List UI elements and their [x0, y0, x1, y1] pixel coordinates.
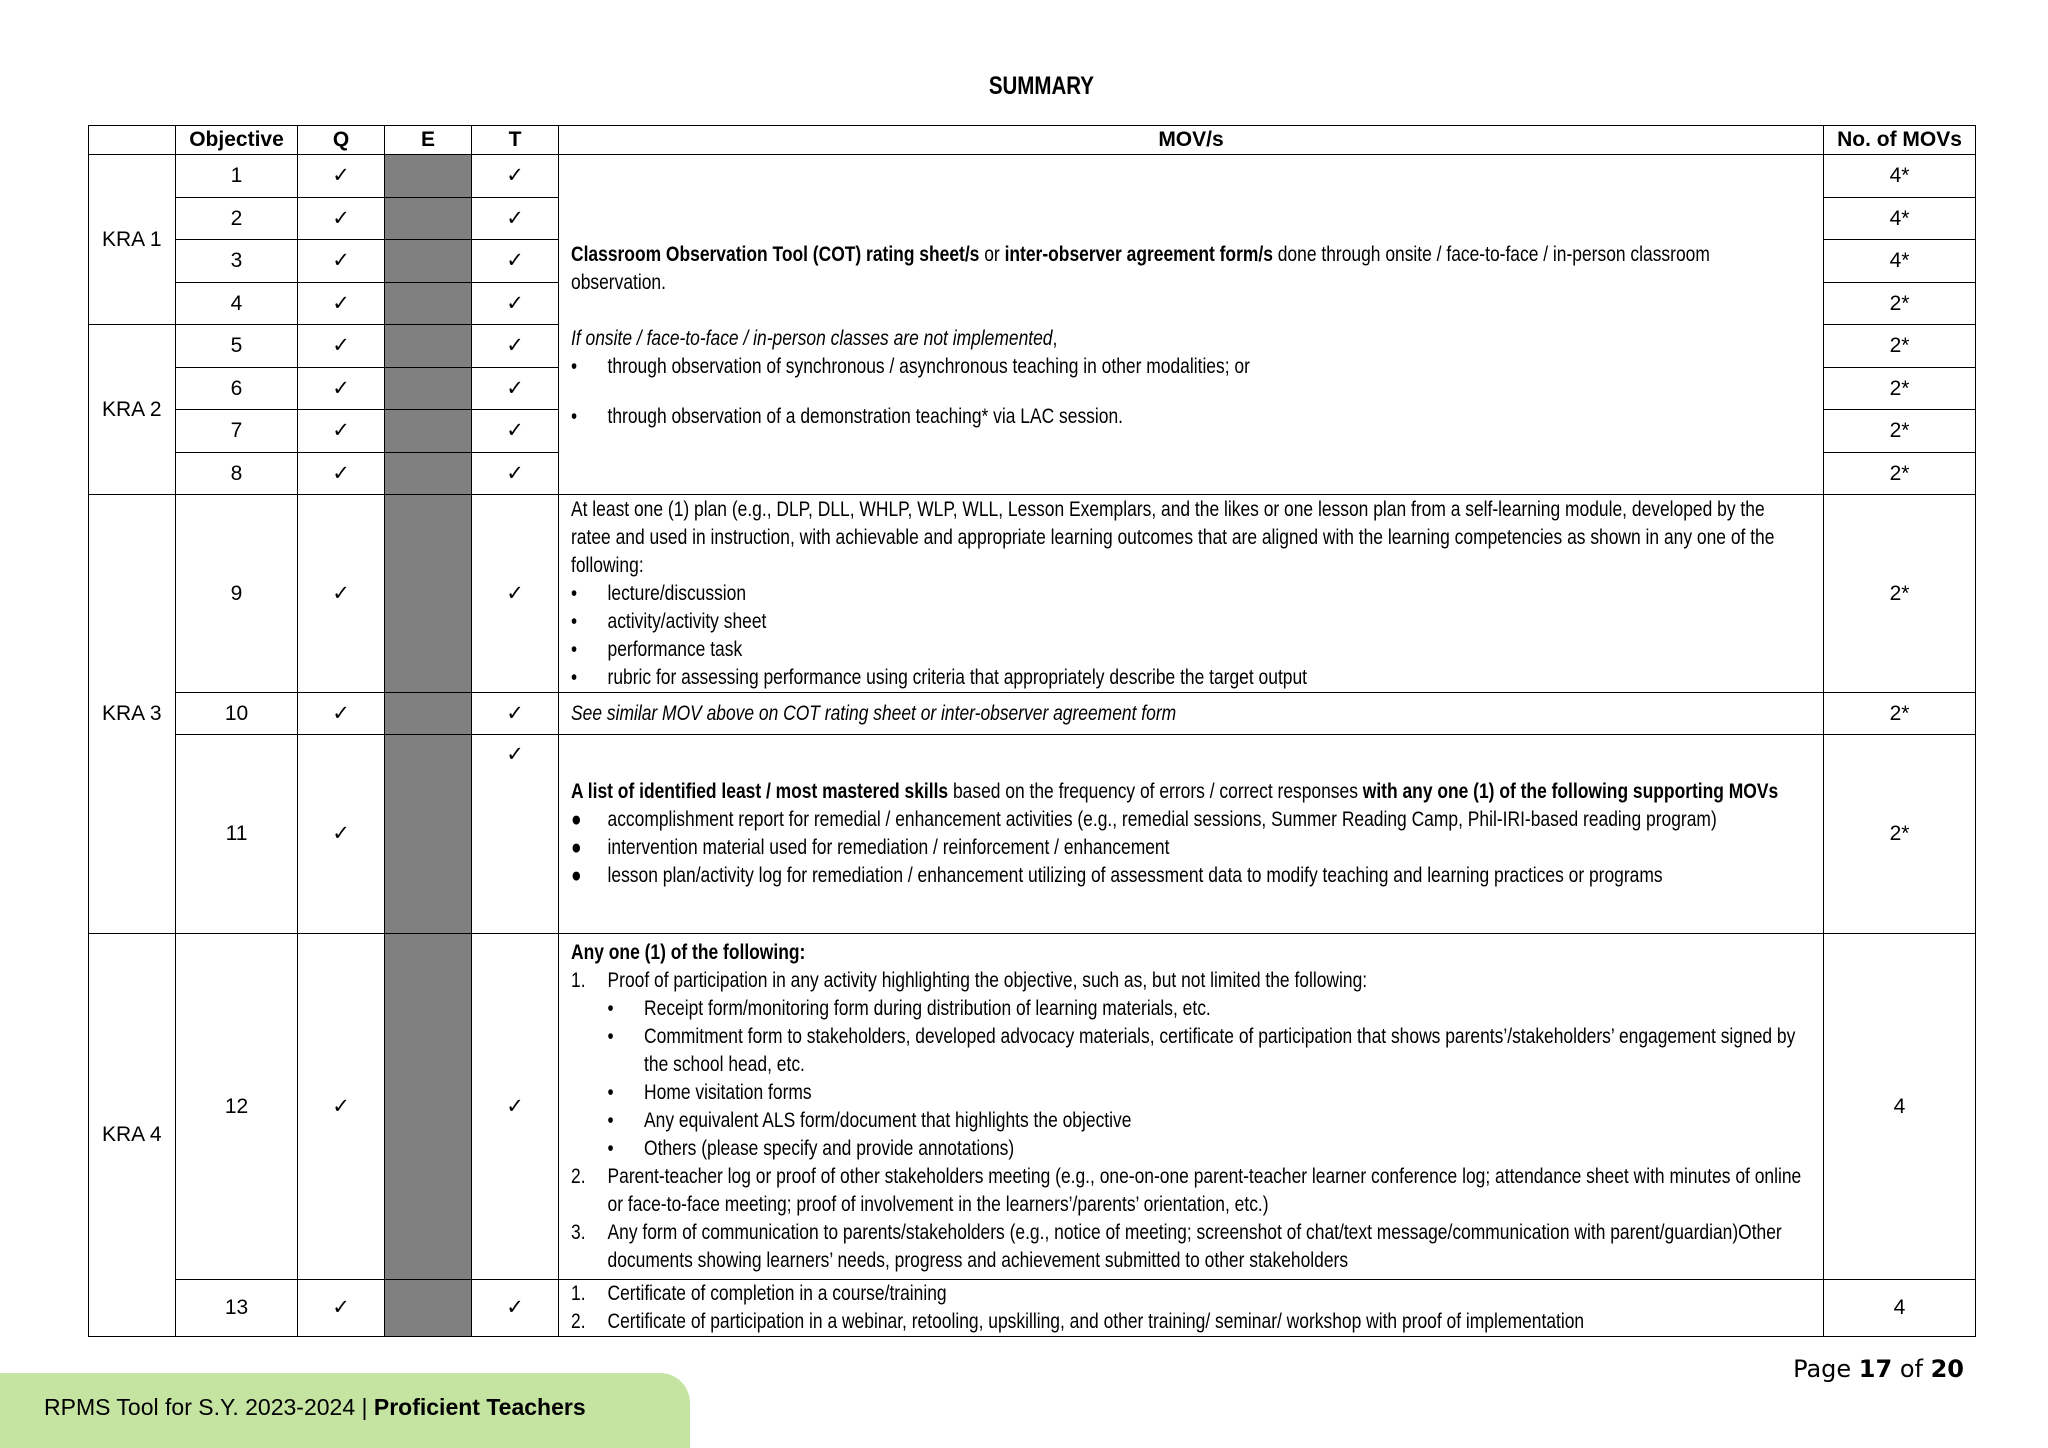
e-shaded-cell [385, 1280, 472, 1337]
list-item: • Any equivalent ALS form/document that highlights the objective [571, 1107, 1806, 1135]
list-item-text: Others (please specify and provide annotations) [644, 1136, 1015, 1160]
t-check-icon: ✓ [472, 693, 559, 735]
objective-number: 8 [176, 453, 298, 495]
t-check-icon: ✓ [472, 155, 559, 198]
table-row [89, 1280, 1976, 1337]
num-movs: 2* [1824, 325, 1976, 368]
list-item: 2. Certificate of participation in a webinar, retooling, upskilling, and other training/ seminar/ workshop with proof of implementation [571, 1308, 1806, 1336]
list-item: • Commitment form to stakeholders, developed advocacy materials, certificate of participation that shows parents’/stakeholders’ engagement signed by the school head, etc. [571, 1023, 1806, 1079]
list-item-text: Commitment form to stakeholders, developed advocacy materials, certificate of participation that shows parents’/stakeholders’ engagement signed by the school head, etc. [644, 1024, 1796, 1076]
t-check-icon: ✓ [472, 934, 559, 1280]
list-item-text: Any form of communication to parents/stakeholders (e.g., notice of meeting; screenshot of chat/text message/communication with parent/guardian)Other documents showing learners’ needs, progress and achievement submitted to other stakeholders [607, 1220, 1782, 1272]
num-movs: 2* [1824, 495, 1976, 693]
list-item-text: intervention material used for remediation / reinforcement / enhancement [607, 836, 1170, 859]
kra-label: KRA 1 [89, 155, 176, 325]
q-check-icon: ✓ [298, 1280, 385, 1337]
header-kra [89, 126, 176, 155]
mov-skills-text: based on the frequency of errors / correct responses [948, 780, 1363, 803]
page-current: 17 [1858, 1355, 1893, 1383]
e-shaded-cell [385, 693, 472, 735]
num-movs: 4* [1824, 240, 1976, 283]
objective-number: 4 [176, 283, 298, 325]
e-shaded-cell [385, 325, 472, 368]
e-shaded-cell [385, 283, 472, 325]
objective-number: 3 [176, 240, 298, 283]
num-movs: 2* [1824, 283, 1976, 325]
mov-cot-bold-2: inter-observer agreement form/s [1004, 242, 1273, 266]
mov-certificate-cell [559, 1280, 1824, 1337]
kra-label: KRA 2 [89, 325, 176, 495]
num-movs: 4* [1824, 198, 1976, 240]
page-label: Page [1793, 1355, 1859, 1383]
list-item: • rubric for assessing performance using criteria that appropriately describe the target output [571, 664, 1806, 692]
t-check-icon: ✓ [472, 735, 559, 934]
table-row [89, 495, 1976, 693]
mov-similar-cell [559, 693, 1824, 735]
list-item-text: Proof of participation in any activity highlighting the objective, such as, but not limited the following: [607, 968, 1368, 992]
q-check-icon: ✓ [298, 410, 385, 453]
list-item: ● intervention material used for remediation / reinforcement / enhancement [571, 834, 1806, 862]
list-item-text: performance task [607, 637, 743, 661]
e-shaded-cell [385, 155, 472, 198]
q-check-icon: ✓ [298, 934, 385, 1280]
kra-label: KRA 4 [89, 934, 176, 1337]
t-check-icon: ✓ [472, 453, 559, 495]
objective-number: 11 [176, 735, 298, 934]
list-item-text: through observation of synchronous / asynchronous teaching in other modalities; or [607, 354, 1250, 378]
e-shaded-cell [385, 735, 472, 934]
table-row [89, 155, 1976, 198]
mov-cot-cell [559, 155, 1824, 495]
num-movs: 4 [1824, 1280, 1976, 1337]
footer-bold: Proficient Teachers [373, 1394, 586, 1420]
q-check-icon: ✓ [298, 693, 385, 735]
num-movs: 2* [1824, 453, 1976, 495]
list-item: ● lesson plan/activity log for remediation / enhancement utilizing of assessment data to modify teaching and learning practices or programs [571, 862, 1806, 890]
e-shaded-cell [385, 368, 472, 410]
page-total: 20 [1930, 1355, 1964, 1383]
t-check-icon: ✓ [472, 368, 559, 410]
mov-skills-cell [559, 735, 1824, 934]
list-item-text: Any equivalent ALS form/document that highlights the objective [644, 1108, 1132, 1132]
e-shaded-cell [385, 934, 472, 1280]
e-shaded-cell [385, 240, 472, 283]
t-check-icon: ✓ [472, 240, 559, 283]
list-item-text: activity/activity sheet [607, 609, 767, 633]
header-objective: Objective [176, 126, 298, 155]
mov-cot-text-1: or [979, 242, 1005, 266]
objective-number: 7 [176, 410, 298, 453]
list-item: • Receipt form/monitoring form during distribution of learning materials, etc. [571, 995, 1806, 1023]
list-item-text: through observation of a demonstration teaching* via LAC session. [607, 404, 1123, 428]
list-item-text: Parent-teacher log or proof of other stakeholders meeting (e.g., one-on-one parent-teacher learner conference log; attendance sheet with minutes of online or face-to-face meeting; proof of involvement in the learners’/parents’ orientation, etc.) [607, 1164, 1802, 1216]
list-item-text: rubric for assessing performance using criteria that appropriately describe the target output [607, 665, 1308, 689]
q-check-icon: ✓ [298, 155, 385, 198]
mov-participation-cell [559, 934, 1824, 1280]
mov-plan-cell [559, 495, 1824, 693]
num-movs: 2* [1824, 410, 1976, 453]
t-check-icon: ✓ [472, 410, 559, 453]
list-item-text: lesson plan/activity log for remediation / enhancement utilizing of assessment data to modify teaching and learning practices or programs [607, 864, 1663, 887]
list-item-text: Certificate of completion in a course/training [607, 1282, 947, 1305]
objective-number: 1 [176, 155, 298, 198]
t-check-icon: ✓ [472, 283, 559, 325]
objective-number: 5 [176, 325, 298, 368]
objective-number: 2 [176, 198, 298, 240]
mov-participation-heading: Any one (1) of the following: [571, 940, 806, 964]
list-item: • Home visitation forms [571, 1079, 1806, 1107]
table-row [89, 693, 1976, 735]
mov-skills-bold-2: with any one (1) of the following supporting MOVs [1362, 780, 1779, 803]
e-shaded-cell [385, 495, 472, 693]
list-item-text: Receipt form/monitoring form during distribution of learning materials, etc. [644, 996, 1211, 1020]
list-item: • through observation of synchronous / asynchronous teaching in other modalities; or [571, 353, 1806, 381]
objective-number: 10 [176, 693, 298, 735]
list-item-text: accomplishment report for remedial / enhancement activities (e.g., remedial sessions, Summer Reading Camp, Phil-IRI-based reading program) [607, 808, 1717, 831]
t-check-icon: ✓ [472, 1280, 559, 1337]
page-number [1793, 1355, 1964, 1383]
summary-table [88, 125, 1976, 1337]
table-row [89, 934, 1976, 1280]
e-shaded-cell [385, 453, 472, 495]
q-check-icon: ✓ [298, 368, 385, 410]
t-check-icon: ✓ [472, 325, 559, 368]
header-row [89, 126, 1976, 155]
e-shaded-cell [385, 198, 472, 240]
objective-number: 12 [176, 934, 298, 1280]
t-check-icon: ✓ [472, 198, 559, 240]
mov-cot-comma: , [1052, 326, 1058, 350]
list-item: • through observation of a demonstration teaching* via LAC session. [571, 403, 1806, 431]
q-check-icon: ✓ [298, 735, 385, 934]
mov-similar-text: See similar MOV above on COT rating sheet or inter-observer agreement form [571, 701, 1177, 725]
list-item-text: Certificate of participation in a webinar, retooling, upskilling, and other training/ seminar/ workshop with proof of implementation [607, 1310, 1585, 1333]
mov-cot-italic: If onsite / face-to-face / in-person classes are not implemented [571, 326, 1053, 350]
page-title: SUMMARY [988, 72, 1094, 100]
list-item: • Others (please specify and provide annotations) [571, 1135, 1806, 1163]
q-check-icon: ✓ [298, 453, 385, 495]
header-q: Q [298, 126, 385, 155]
mov-cot-text-2: done through onsite / face-to-face / in-person classroom observation. [571, 242, 1710, 294]
list-item: 2. Parent-teacher log or proof of other stakeholders meeting (e.g., one-on-one parent-teacher learner conference log; attendance sheet with minutes of online or face-to-face meeting; proof of involvement in the learners’/parents’ orientation, etc.) [571, 1163, 1806, 1219]
list-item: 3. Any form of communication to parents/stakeholders (e.g., notice of meeting; screenshot of chat/text message/communication with parent/guardian)Other documents showing learners’ needs, progress and achievement submitted to other stakeholders [571, 1219, 1806, 1275]
num-movs: 2* [1824, 693, 1976, 735]
list-item: • activity/activity sheet [571, 608, 1806, 636]
objective-number: 6 [176, 368, 298, 410]
q-check-icon: ✓ [298, 325, 385, 368]
q-check-icon: ✓ [298, 495, 385, 693]
q-check-icon: ✓ [298, 283, 385, 325]
table-row [89, 735, 1976, 934]
mov-cot-bold-1: Classroom Observation Tool (COT) rating sheet/s [571, 242, 980, 266]
objective-number: 13 [176, 1280, 298, 1337]
q-check-icon: ✓ [298, 240, 385, 283]
list-item: ● accomplishment report for remedial / enhancement activities (e.g., remedial sessions, Summer Reading Camp, Phil-IRI-based reading program) [571, 806, 1806, 834]
list-item: • lecture/discussion [571, 580, 1806, 608]
header-e: E [385, 126, 472, 155]
header-t: T [472, 126, 559, 155]
page-of: of [1892, 1355, 1931, 1383]
list-item: • performance task [571, 636, 1806, 664]
num-movs: 2* [1824, 735, 1976, 934]
list-item-text: lecture/discussion [607, 581, 747, 605]
list-item: 1. Certificate of completion in a course/training [571, 1280, 1806, 1308]
footer-label [44, 1394, 586, 1421]
num-movs: 4 [1824, 934, 1976, 1280]
footer-prefix: RPMS Tool for S.Y. 2023-2024 | [44, 1394, 374, 1420]
objective-number: 9 [176, 495, 298, 693]
num-movs: 4* [1824, 155, 1976, 198]
e-shaded-cell [385, 410, 472, 453]
list-item: 1. Proof of participation in any activity highlighting the objective, such as, but not limited the following: [571, 967, 1806, 995]
mov-plan-intro: At least one (1) plan (e.g., DLP, DLL, WHLP, WLP, WLL, Lesson Exemplars, and the likes or one lesson plan from a self-learning module, developed by the ratee and used in instruction, with achievable and appropriate learning outcomes that are aligned with the learning competencies as shown in any one of the following: [571, 497, 1775, 577]
header-movs: MOV/s [559, 126, 1824, 155]
mov-skills-bold-1: A list of identified least / most mastered skills [571, 780, 949, 803]
list-item-text: Home visitation forms [644, 1080, 812, 1104]
num-movs: 2* [1824, 368, 1976, 410]
kra-label: KRA 3 [89, 495, 176, 934]
q-check-icon: ✓ [298, 198, 385, 240]
t-check-icon: ✓ [472, 495, 559, 693]
header-num-movs: No. of MOVs [1824, 126, 1976, 155]
